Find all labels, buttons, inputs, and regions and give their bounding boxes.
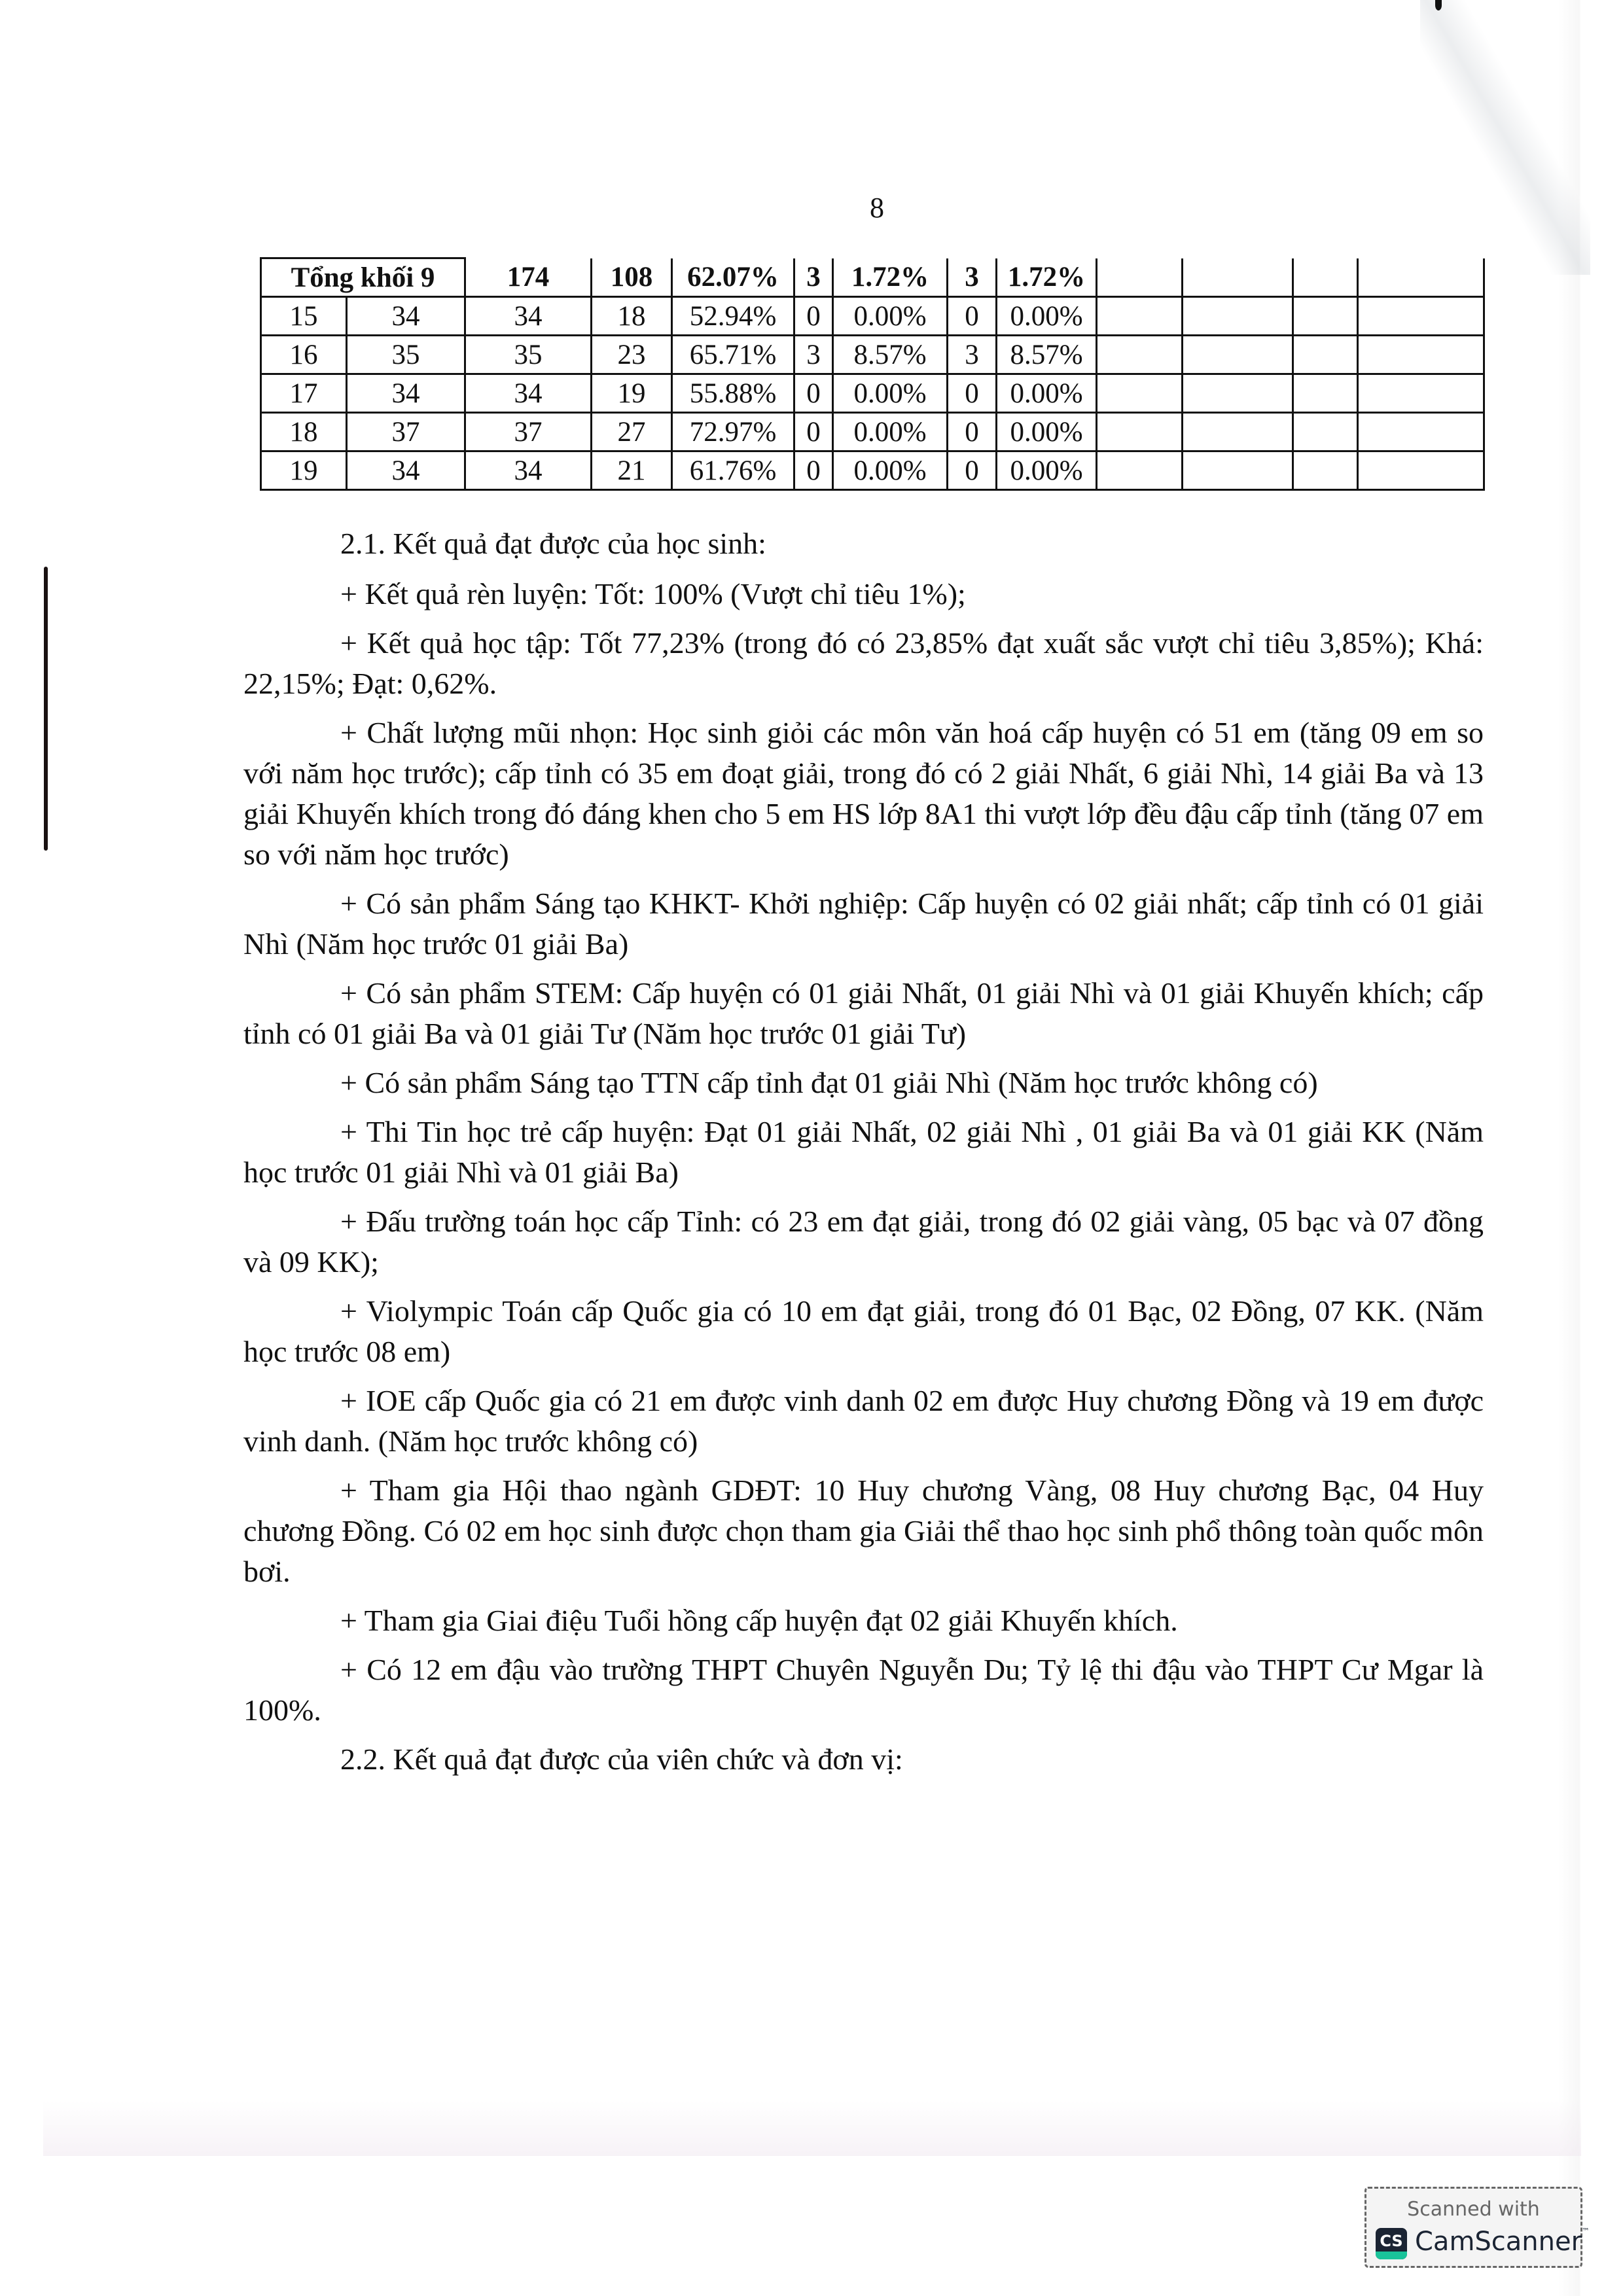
- section-heading-2-1: 2.1. Kết quả đạt được của học sinh:: [340, 527, 766, 560]
- table-cell: [1097, 413, 1183, 451]
- table-cell: 35: [347, 336, 465, 374]
- table-cell: 34: [347, 297, 465, 336]
- table-cell: 0.00%: [997, 374, 1097, 413]
- table-row: [261, 451, 1484, 490]
- brand-name: CamScanner: [1415, 2227, 1582, 2257]
- table-cell: [1097, 297, 1183, 336]
- table-cell: [1358, 336, 1484, 374]
- scan-edge-artifact: [44, 567, 48, 851]
- table-row-total: [261, 258, 1484, 297]
- camscanner-watermark: [1364, 2187, 1590, 2268]
- paragraph-tin-hoc-tre: + Thi Tin học trẻ cấp huyện: Đạt 01 giải Nhất, 02 giải Nhì , 01 giải Ba và 01 giải KK (Năm học trước 01 giải Nhì và 01 giải Ba): [243, 1115, 1484, 1189]
- logo-text: CS: [1380, 2232, 1403, 2250]
- table-cell: 37: [347, 413, 465, 451]
- paragraph-ren-luyen: + Kết quả rèn luyện: Tốt: 100% (Vượt chỉ tiêu 1%);: [340, 577, 966, 610]
- table-row: [261, 374, 1484, 413]
- table-cell: 0: [948, 374, 997, 413]
- total-label-cell: Tổng khối 9: [261, 258, 465, 297]
- table-cell: [1183, 297, 1293, 336]
- paragraph-khkt: + Có sản phẩm Sáng tạo KHKT- Khởi nghiệp: Cấp huyện có 02 giải nhất; cấp tỉnh có 01 giải Nhì (Năm học trước 01 giải Ba): [243, 887, 1484, 961]
- trademark-symbol: ™: [1582, 2227, 1590, 2236]
- table-cell: 3: [794, 258, 833, 297]
- table-cell: 34: [347, 374, 465, 413]
- table-cell: 17: [261, 374, 347, 413]
- table-cell: [1358, 258, 1484, 297]
- table-cell: 0.00%: [833, 413, 948, 451]
- paragraph-mui-nhon: + Chất lượng mũi nhọn: Học sinh giỏi các môn văn hoá cấp huyện có 51 em (tăng 09 em so với năm học trước); cấp tỉnh có 35 em đoạt giải, trong đó có 2 giải Nhất, 6 giải Nhì, 14 giải Ba và 13 giải Khuyến khích trong đó đáng khen cho 5 em HS lớp 8A1 thi vượt lớp đều đậu cấp tỉnh (tăng 07 em so với năm học trước): [243, 716, 1484, 871]
- table-cell: 18: [592, 297, 672, 336]
- table-cell: [1097, 258, 1183, 297]
- table-cell: 19: [261, 451, 347, 490]
- table-cell: 0.00%: [833, 297, 948, 336]
- paragraph-ioe: + IOE cấp Quốc gia có 21 em được vinh danh 02 em được Huy chương Đồng và 19 em được vinh danh. (Năm học trước không có): [243, 1384, 1484, 1458]
- watermark-brand: [1415, 2227, 1590, 2257]
- paragraph-thpt: + Có 12 em đậu vào trường THPT Chuyên Nguyễn Du; Tỷ lệ thi đậu vào THPT Cư Mgar là 100%.: [243, 1653, 1484, 1727]
- table-cell: 0: [794, 374, 833, 413]
- table-cell: 18: [261, 413, 347, 451]
- watermark-caption: Scanned with: [1407, 2198, 1540, 2221]
- paragraph-violympic: + Violympic Toán cấp Quốc gia có 10 em đạt giải, trong đó 01 Bạc, 02 Đồng, 07 KK. (Năm học trước 08 em): [243, 1294, 1484, 1368]
- table-cell: 0: [794, 297, 833, 336]
- table-cell: 8.57%: [833, 336, 948, 374]
- table-cell: [1097, 374, 1183, 413]
- table-cell: [1183, 258, 1293, 297]
- table-row: [261, 413, 1484, 451]
- table-cell: 21: [592, 451, 672, 490]
- table-cell: 0.00%: [997, 297, 1097, 336]
- table-cell: 0.00%: [833, 374, 948, 413]
- logo-accent-bar: [1376, 2252, 1407, 2259]
- table-cell: 16: [261, 336, 347, 374]
- paragraph-stem: + Có sản phẩm STEM: Cấp huyện có 01 giải Nhất, 01 giải Nhì và 01 giải Khuyến khích; cấp tỉnh có 01 giải Ba và 01 giải Tư (Năm học trước 01 giải Tư): [243, 976, 1484, 1050]
- table-cell: 0: [794, 451, 833, 490]
- table-row: [261, 336, 1484, 374]
- table-cell: 174: [465, 258, 592, 297]
- paragraph-hoi-thao: + Tham gia Hội thao ngành GDĐT: 10 Huy chương Vàng, 08 Huy chương Bạc, 04 Huy chương Đồng. Có 02 em học sinh được chọn tham gia Giải thể thao học sinh phổ thông toàn quốc môn bơi.: [243, 1474, 1484, 1588]
- table-cell: 52.94%: [672, 297, 794, 336]
- table-cell: 34: [465, 374, 592, 413]
- table-cell: 72.97%: [672, 413, 794, 451]
- table-cell: 34: [465, 451, 592, 490]
- table-cell: 65.71%: [672, 336, 794, 374]
- table-cell: 108: [592, 258, 672, 297]
- scan-corner-mark: [1435, 0, 1442, 10]
- table-cell: 55.88%: [672, 374, 794, 413]
- table-cell: 8.57%: [997, 336, 1097, 374]
- table-cell: 34: [347, 451, 465, 490]
- paragraph-hoc-tap: + Kết quả học tập: Tốt 77,23% (trong đó có 23,85% đạt xuất sắc vượt chỉ tiêu 3,85%); Khá: 22,15%; Đạt: 0,62%.: [243, 626, 1484, 700]
- table-cell: 0.00%: [833, 451, 948, 490]
- table-cell: 0: [794, 413, 833, 451]
- results-table: [260, 257, 1485, 491]
- table-cell: 0: [948, 297, 997, 336]
- paragraph-dau-truong-toan: + Đấu trường toán học cấp Tỉnh: có 23 em đạt giải, trong đó 02 giải vàng, 05 bạc và 07 đồng và 09 KK);: [243, 1205, 1484, 1279]
- table-cell: [1358, 374, 1484, 413]
- table-cell: 0.00%: [997, 413, 1097, 451]
- table-cell: [1293, 297, 1358, 336]
- table-cell: 15: [261, 297, 347, 336]
- table-cell: 61.76%: [672, 451, 794, 490]
- table-cell: [1183, 413, 1293, 451]
- table-cell: 3: [948, 336, 997, 374]
- table-cell: [1293, 451, 1358, 490]
- table-cell: 3: [794, 336, 833, 374]
- table-row: [261, 297, 1484, 336]
- paragraph-giai-dieu: + Tham gia Giai điệu Tuổi hồng cấp huyện đạt 02 giải Khuyến khích.: [340, 1604, 1178, 1637]
- page-fold-shadow: [1420, 0, 1590, 275]
- table-cell: 19: [592, 374, 672, 413]
- table-cell: [1293, 374, 1358, 413]
- paragraph-ttn: + Có sản phẩm Sáng tạo TTN cấp tỉnh đạt 01 giải Nhì (Năm học trước không có): [340, 1066, 1318, 1099]
- table-cell: 1.72%: [997, 258, 1097, 297]
- table-cell: [1358, 451, 1484, 490]
- table-cell: 3: [948, 258, 997, 297]
- table-cell: 0.00%: [997, 451, 1097, 490]
- table-cell: [1358, 413, 1484, 451]
- table-cell: 37: [465, 413, 592, 451]
- table-cell: [1183, 374, 1293, 413]
- page-number: 8: [870, 192, 884, 224]
- table-cell: 62.07%: [672, 258, 794, 297]
- table-cell: [1293, 413, 1358, 451]
- table-cell: 35: [465, 336, 592, 374]
- scan-bottom-bleed: [43, 2100, 1581, 2156]
- table-cell: [1293, 258, 1358, 297]
- table-cell: [1293, 336, 1358, 374]
- table-cell: 1.72%: [833, 258, 948, 297]
- document-body: [243, 523, 1484, 1790]
- table-cell: [1358, 297, 1484, 336]
- table-cell: 0: [948, 451, 997, 490]
- table-cell: 0: [948, 413, 997, 451]
- table-cell: [1097, 336, 1183, 374]
- section-heading-2-2: 2.2. Kết quả đạt được của viên chức và đơn vị:: [340, 1742, 903, 1776]
- table-cell: 23: [592, 336, 672, 374]
- table-cell: 34: [465, 297, 592, 336]
- table-cell: [1097, 451, 1183, 490]
- table-cell: [1183, 451, 1293, 490]
- table-cell: [1183, 336, 1293, 374]
- table-cell: 27: [592, 413, 672, 451]
- camscanner-logo-icon: [1376, 2228, 1407, 2259]
